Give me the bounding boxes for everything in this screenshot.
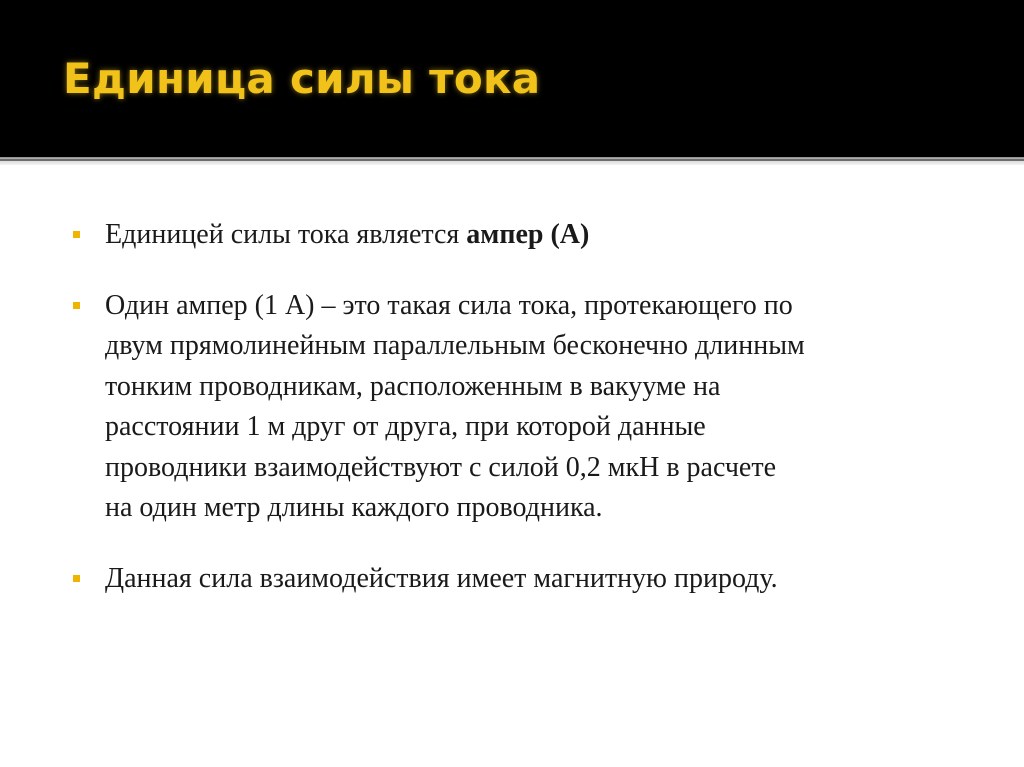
bullet-line: на один метр длины каждого проводника. — [105, 492, 603, 523]
bullet-line: расстоянии 1 м друг от друга, при которой данные — [105, 411, 706, 442]
bullet-item — [72, 559, 972, 600]
slide-body — [72, 215, 972, 599]
title-divider-line — [0, 159, 1024, 161]
bullet-text: Данная сила взаимодействия имеет магнитную природу. — [105, 562, 778, 594]
square-bullet-icon — [73, 231, 80, 238]
slide-title: Единица силы тока — [63, 54, 541, 103]
bullet-line: проводники взаимодействуют с силой 0,2 мкН в расчете — [105, 451, 777, 483]
title-band — [0, 0, 1024, 157]
bullet-item — [72, 286, 972, 529]
bullet-text-bold: ампер (А) — [466, 219, 590, 250]
bullet-line: двум прямолинейным параллельным бесконечно длинным — [105, 330, 805, 361]
bullet-text: Единицей силы тока является — [105, 219, 467, 250]
square-bullet-icon — [73, 302, 80, 309]
square-bullet-icon — [73, 575, 80, 582]
bullet-item — [72, 215, 972, 256]
bullet-line: Один ампер (1 А) – это такая сила тока, протекающего по — [105, 289, 793, 321]
bullet-line: тонким проводникам, расположенным в вакууме на — [105, 370, 721, 402]
